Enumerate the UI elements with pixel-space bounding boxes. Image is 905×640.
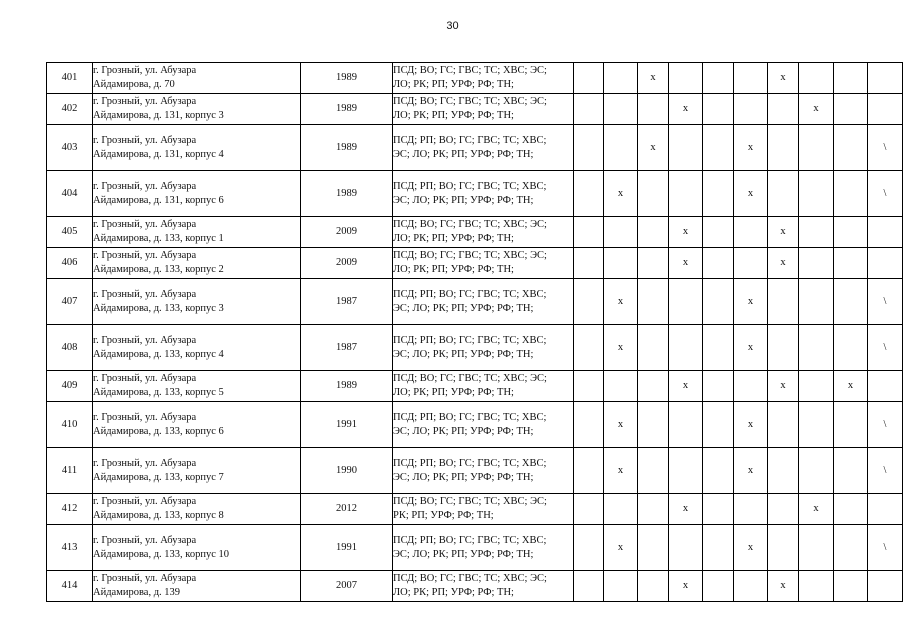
mark-cell — [574, 448, 604, 494]
table-row — [47, 494, 903, 525]
mark-cell — [669, 448, 703, 494]
table-row — [47, 371, 903, 402]
mark-cell: x — [734, 448, 768, 494]
mark-cell — [574, 402, 604, 448]
building-systems-line: ЛО; РК; РП; УРФ; РФ; ТН; — [393, 587, 514, 598]
table-row — [47, 571, 903, 602]
table-row — [47, 171, 903, 217]
address-cell — [93, 525, 301, 571]
address-line: г. Грозный, ул. Абузара — [93, 250, 197, 261]
mark-cell — [799, 279, 834, 325]
mark-cell: x — [638, 63, 669, 94]
building-systems-line: ЭС; ЛО; РК; РП; УРФ; РФ; ТН; — [393, 425, 534, 437]
mark-cell — [669, 171, 703, 217]
table-row — [47, 402, 903, 448]
mark-cell — [768, 125, 799, 171]
building-systems-cell — [393, 94, 574, 125]
address-cell — [93, 171, 301, 217]
building-systems-line: ЛО; РК; РП; УРФ; РФ; ТН; — [393, 110, 514, 121]
mark-cell — [703, 125, 734, 171]
row-number-cell: 414 — [47, 571, 93, 602]
address-cell — [93, 494, 301, 525]
year-built-cell: 2009 — [301, 217, 393, 248]
mark-cell — [669, 525, 703, 571]
year-built-cell: 2007 — [301, 571, 393, 602]
table-row — [47, 217, 903, 248]
mark-cell — [638, 217, 669, 248]
table-row — [47, 248, 903, 279]
year-built-cell: 1989 — [301, 94, 393, 125]
mark-cell — [669, 325, 703, 371]
address-cell — [93, 94, 301, 125]
mark-cell — [834, 571, 868, 602]
mark-cell — [638, 94, 669, 125]
mark-cell: x — [834, 371, 868, 402]
building-systems-line: ПСД; ВО; ГС; ГВС; ТС; ХВС; ЭС; — [393, 573, 547, 584]
mark-cell: x — [734, 171, 768, 217]
mark-cell — [638, 525, 669, 571]
address-line: Айдамирова, д. 133, корпус 1 — [93, 233, 224, 244]
mark-cell: \ — [868, 448, 903, 494]
building-systems-cell — [393, 171, 574, 217]
mark-cell — [638, 402, 669, 448]
mark-cell — [638, 279, 669, 325]
address-line: Айдамирова, д. 133, корпус 2 — [93, 264, 224, 275]
mark-cell — [703, 325, 734, 371]
mark-cell — [799, 448, 834, 494]
mark-cell — [638, 448, 669, 494]
mark-cell — [703, 171, 734, 217]
mark-cell — [574, 494, 604, 525]
mark-cell: x — [604, 171, 638, 217]
year-built-cell: 1991 — [301, 402, 393, 448]
mark-cell — [638, 248, 669, 279]
building-systems-line: ПСД; ВО; ГС; ГВС; ТС; ХВС; ЭС; — [393, 373, 547, 384]
mark-cell — [768, 325, 799, 371]
year-built-cell: 1987 — [301, 325, 393, 371]
mark-cell — [768, 94, 799, 125]
address-line: г. Грозный, ул. Абузара — [93, 65, 197, 76]
mark-cell: x — [669, 494, 703, 525]
mark-cell — [604, 94, 638, 125]
building-systems-cell — [393, 525, 574, 571]
mark-cell — [834, 325, 868, 371]
address-line: г. Грозный, ул. Абузара — [93, 219, 197, 230]
address-line: Айдамирова, д. 133, корпус 10 — [93, 548, 230, 560]
year-built-cell: 1989 — [301, 125, 393, 171]
address-line: Айдамирова, д. 131, корпус 4 — [93, 148, 224, 160]
building-systems-line: ПСД; ВО; ГС; ГВС; ТС; ХВС; ЭС; — [393, 250, 547, 261]
address-line: г. Грозный, ул. Абузара — [93, 373, 197, 384]
mark-cell — [799, 63, 834, 94]
address-line: Айдамирова, д. 131, корпус 6 — [93, 194, 224, 206]
address-line: Айдамирова, д. 133, корпус 5 — [93, 387, 224, 398]
mark-cell — [703, 371, 734, 402]
address-line: г. Грозный, ул. Абузара — [93, 180, 197, 192]
mark-cell — [799, 248, 834, 279]
row-number-cell: 408 — [47, 325, 93, 371]
address-line: Айдамирова, д. 133, корпус 7 — [93, 471, 224, 483]
year-built-cell: 2009 — [301, 248, 393, 279]
table-row — [47, 63, 903, 94]
mark-cell — [574, 94, 604, 125]
mark-cell — [604, 217, 638, 248]
mark-cell — [604, 494, 638, 525]
address-line: г. Грозный, ул. Абузара — [93, 96, 197, 107]
building-systems-line: ПСД; ВО; ГС; ГВС; ТС; ХВС; ЭС; — [393, 219, 547, 230]
mark-cell: x — [669, 371, 703, 402]
mark-cell — [868, 63, 903, 94]
table-row — [47, 94, 903, 125]
row-number-cell: 410 — [47, 402, 93, 448]
address-cell — [93, 325, 301, 371]
mark-cell — [703, 248, 734, 279]
building-systems-cell — [393, 571, 574, 602]
mark-cell — [868, 248, 903, 279]
mark-cell — [834, 94, 868, 125]
mark-cell — [703, 494, 734, 525]
mark-cell — [868, 494, 903, 525]
mark-cell — [574, 217, 604, 248]
building-systems-line: ЭС; ЛО; РК; РП; УРФ; РФ; ТН; — [393, 348, 534, 360]
building-registry-table — [46, 62, 903, 602]
address-cell — [93, 402, 301, 448]
building-systems-cell — [393, 325, 574, 371]
mark-cell — [638, 494, 669, 525]
mark-cell — [799, 217, 834, 248]
mark-cell: x — [604, 325, 638, 371]
address-cell — [93, 279, 301, 325]
mark-cell — [799, 402, 834, 448]
mark-cell — [868, 217, 903, 248]
address-cell — [93, 217, 301, 248]
address-line: Айдамирова, д. 133, корпус 4 — [93, 348, 224, 360]
mark-cell — [703, 63, 734, 94]
mark-cell — [868, 571, 903, 602]
mark-cell — [638, 371, 669, 402]
building-systems-cell — [393, 63, 574, 94]
mark-cell — [834, 448, 868, 494]
mark-cell — [734, 94, 768, 125]
address-cell — [93, 248, 301, 279]
address-line: Айдамирова, д. 133, корпус 8 — [93, 510, 224, 521]
mark-cell: x — [799, 494, 834, 525]
address-line: Айдамирова, д. 133, корпус 6 — [93, 425, 224, 437]
mark-cell: x — [734, 279, 768, 325]
mark-cell — [799, 171, 834, 217]
mark-cell — [574, 125, 604, 171]
mark-cell — [734, 571, 768, 602]
mark-cell: x — [734, 402, 768, 448]
mark-cell — [834, 402, 868, 448]
address-line: г. Грозный, ул. Абузара — [93, 411, 197, 423]
mark-cell — [868, 371, 903, 402]
building-systems-line: ПСД; ВО; ГС; ГВС; ТС; ХВС; ЭС; — [393, 65, 547, 76]
mark-cell: x — [768, 217, 799, 248]
mark-cell: x — [669, 571, 703, 602]
table-row — [47, 279, 903, 325]
building-systems-cell — [393, 248, 574, 279]
mark-cell — [834, 494, 868, 525]
mark-cell — [799, 325, 834, 371]
mark-cell — [768, 402, 799, 448]
mark-cell — [574, 279, 604, 325]
mark-cell — [574, 171, 604, 217]
mark-cell: x — [768, 63, 799, 94]
mark-cell — [768, 279, 799, 325]
building-systems-cell — [393, 125, 574, 171]
mark-cell: x — [734, 525, 768, 571]
building-systems-line: ПСД; РП; ВО; ГС; ГВС; ТС; ХВС; — [393, 534, 547, 546]
mark-cell — [574, 371, 604, 402]
building-systems-line: ПСД; РП; ВО; ГС; ГВС; ТС; ХВС; — [393, 180, 547, 192]
building-systems-line: ПСД; ВО; ГС; ГВС; ТС; ХВС; ЭС; — [393, 96, 547, 107]
mark-cell — [574, 571, 604, 602]
building-systems-line: ПСД; РП; ВО; ГС; ГВС; ТС; ХВС; — [393, 134, 547, 146]
building-systems-line: РК; РП; УРФ; РФ; ТН; — [393, 510, 494, 521]
row-number-cell: 406 — [47, 248, 93, 279]
address-line: Айдамирова, д. 139 — [93, 587, 181, 598]
building-systems-line: ЭС; ЛО; РК; РП; УРФ; РФ; ТН; — [393, 548, 534, 560]
year-built-cell: 2012 — [301, 494, 393, 525]
row-number-cell: 407 — [47, 279, 93, 325]
mark-cell — [734, 217, 768, 248]
row-number-cell: 409 — [47, 371, 93, 402]
building-systems-line: ПСД; ВО; ГС; ГВС; ТС; ХВС; ЭС; — [393, 496, 547, 507]
building-systems-cell — [393, 402, 574, 448]
building-systems-line: ЭС; ЛО; РК; РП; УРФ; РФ; ТН; — [393, 194, 534, 206]
mark-cell — [768, 171, 799, 217]
row-number-cell: 405 — [47, 217, 93, 248]
address-line: г. Грозный, ул. Абузара — [93, 134, 197, 146]
year-built-cell: 1990 — [301, 448, 393, 494]
mark-cell — [834, 248, 868, 279]
building-systems-line: ЭС; ЛО; РК; РП; УРФ; РФ; ТН; — [393, 471, 534, 483]
mark-cell — [604, 63, 638, 94]
mark-cell: x — [604, 448, 638, 494]
mark-cell — [799, 525, 834, 571]
mark-cell: \ — [868, 125, 903, 171]
mark-cell: \ — [868, 325, 903, 371]
row-number-cell: 411 — [47, 448, 93, 494]
mark-cell — [734, 63, 768, 94]
building-systems-line: ЛО; РК; РП; УРФ; РФ; ТН; — [393, 387, 514, 398]
mark-cell — [799, 371, 834, 402]
table-row — [47, 325, 903, 371]
mark-cell — [604, 125, 638, 171]
mark-cell — [703, 571, 734, 602]
mark-cell — [734, 371, 768, 402]
table-row — [47, 125, 903, 171]
building-systems-line: ЛО; РК; РП; УРФ; РФ; ТН; — [393, 79, 514, 90]
mark-cell — [799, 125, 834, 171]
year-built-cell: 1989 — [301, 63, 393, 94]
mark-cell: x — [734, 125, 768, 171]
mark-cell — [604, 248, 638, 279]
mark-cell — [703, 94, 734, 125]
building-systems-line: ПСД; РП; ВО; ГС; ГВС; ТС; ХВС; — [393, 411, 547, 423]
address-line: г. Грозный, ул. Абузара — [93, 288, 197, 300]
mark-cell — [734, 494, 768, 525]
mark-cell — [669, 279, 703, 325]
mark-cell — [574, 248, 604, 279]
mark-cell — [768, 448, 799, 494]
mark-cell — [638, 571, 669, 602]
mark-cell — [768, 525, 799, 571]
mark-cell — [834, 525, 868, 571]
mark-cell — [604, 371, 638, 402]
mark-cell — [669, 63, 703, 94]
mark-cell — [799, 571, 834, 602]
mark-cell: x — [734, 325, 768, 371]
mark-cell — [834, 171, 868, 217]
address-line: г. Грозный, ул. Абузара — [93, 334, 197, 346]
mark-cell — [703, 217, 734, 248]
building-systems-line: ПСД; РП; ВО; ГС; ГВС; ТС; ХВС; — [393, 288, 547, 300]
address-cell — [93, 448, 301, 494]
building-systems-line: ПСД; РП; ВО; ГС; ГВС; ТС; ХВС; — [393, 334, 547, 346]
address-cell — [93, 125, 301, 171]
mark-cell — [574, 63, 604, 94]
address-line: Айдамирова, д. 70 — [93, 79, 175, 90]
mark-cell — [669, 402, 703, 448]
mark-cell: x — [604, 402, 638, 448]
mark-cell — [574, 325, 604, 371]
address-line: Айдамирова, д. 133, корпус 3 — [93, 302, 224, 314]
year-built-cell: 1991 — [301, 525, 393, 571]
mark-cell: x — [669, 94, 703, 125]
building-systems-line: ПСД; РП; ВО; ГС; ГВС; ТС; ХВС; — [393, 457, 547, 469]
mark-cell: x — [799, 94, 834, 125]
row-number-cell: 402 — [47, 94, 93, 125]
mark-cell: \ — [868, 171, 903, 217]
mark-cell — [638, 325, 669, 371]
year-built-cell: 1989 — [301, 371, 393, 402]
mark-cell: x — [768, 371, 799, 402]
year-built-cell: 1989 — [301, 171, 393, 217]
table-row — [47, 525, 903, 571]
address-line: г. Грозный, ул. Абузара — [93, 573, 197, 584]
mark-cell — [768, 494, 799, 525]
mark-cell — [574, 525, 604, 571]
row-number-cell: 412 — [47, 494, 93, 525]
row-number-cell: 401 — [47, 63, 93, 94]
mark-cell — [703, 402, 734, 448]
mark-cell — [834, 63, 868, 94]
mark-cell — [669, 125, 703, 171]
mark-cell — [834, 125, 868, 171]
mark-cell: x — [604, 525, 638, 571]
mark-cell: x — [638, 125, 669, 171]
row-number-cell: 404 — [47, 171, 93, 217]
building-systems-cell — [393, 217, 574, 248]
row-number-cell: 403 — [47, 125, 93, 171]
mark-cell — [638, 171, 669, 217]
address-line: г. Грозный, ул. Абузара — [93, 534, 197, 546]
row-number-cell: 413 — [47, 525, 93, 571]
mark-cell — [703, 525, 734, 571]
address-line: г. Грозный, ул. Абузара — [93, 457, 197, 469]
building-systems-cell — [393, 279, 574, 325]
building-systems-cell — [393, 371, 574, 402]
building-systems-line: ЛО; РК; РП; УРФ; РФ; ТН; — [393, 264, 514, 275]
building-systems-line: ЭС; ЛО; РК; РП; УРФ; РФ; ТН; — [393, 148, 534, 160]
mark-cell: x — [604, 279, 638, 325]
page-number: 30 — [446, 20, 459, 32]
mark-cell: \ — [868, 525, 903, 571]
address-cell — [93, 371, 301, 402]
mark-cell: \ — [868, 279, 903, 325]
building-systems-cell — [393, 494, 574, 525]
table-row — [47, 448, 903, 494]
year-built-cell: 1987 — [301, 279, 393, 325]
mark-cell: \ — [868, 402, 903, 448]
mark-cell — [734, 248, 768, 279]
address-cell — [93, 63, 301, 94]
address-line: г. Грозный, ул. Абузара — [93, 496, 197, 507]
mark-cell — [834, 217, 868, 248]
building-systems-line: ЛО; РК; РП; УРФ; РФ; ТН; — [393, 233, 514, 244]
mark-cell — [703, 279, 734, 325]
mark-cell — [604, 571, 638, 602]
mark-cell — [868, 94, 903, 125]
mark-cell: x — [768, 571, 799, 602]
mark-cell — [834, 279, 868, 325]
mark-cell: x — [669, 217, 703, 248]
address-line: Айдамирова, д. 131, корпус 3 — [93, 110, 224, 121]
mark-cell — [703, 448, 734, 494]
address-cell — [93, 571, 301, 602]
mark-cell: x — [768, 248, 799, 279]
building-systems-cell — [393, 448, 574, 494]
mark-cell: x — [669, 248, 703, 279]
building-systems-line: ЭС; ЛО; РК; РП; УРФ; РФ; ТН; — [393, 302, 534, 314]
